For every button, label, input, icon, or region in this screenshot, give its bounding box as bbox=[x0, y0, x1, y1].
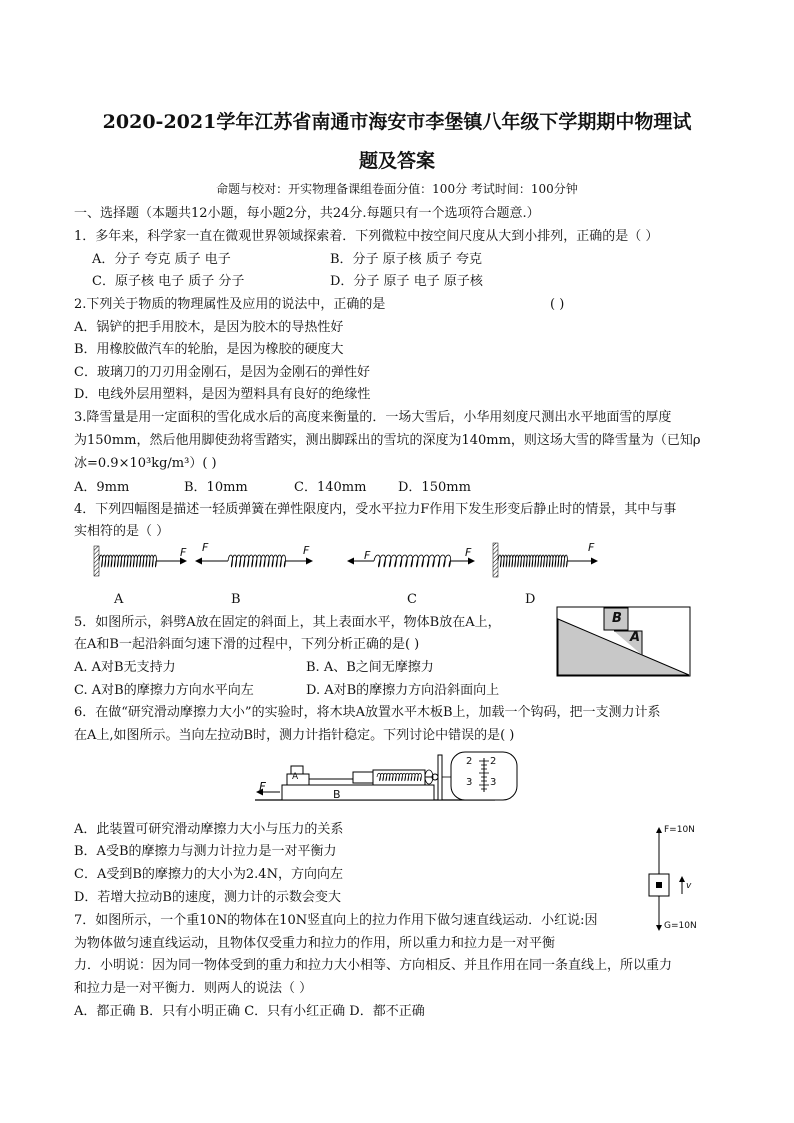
incline-figure bbox=[557, 607, 691, 677]
q5-line2: 在A和B一起沿斜面匀速下滑的过程中，下列分析正确的是( ) bbox=[74, 637, 420, 652]
friction-board-b-label: B bbox=[333, 788, 341, 801]
q3-option-d: D．150mm bbox=[398, 480, 471, 495]
friction-experiment-figure bbox=[255, 752, 520, 812]
q4-line2: 实相符的是（ ） bbox=[74, 524, 170, 539]
q6-line1: 6．在做“研究滑动摩擦力大小”的实验时，将木块A放置水平木板B上，加载一个钩码，把一支测力计系 bbox=[74, 705, 661, 720]
q5-option-b: B. A、B之间无摩擦力 bbox=[306, 660, 434, 675]
q3-option-a: A．9mm bbox=[74, 480, 130, 495]
spring-a-force-label: F bbox=[180, 546, 187, 559]
force-f-label: F=10N bbox=[664, 825, 695, 835]
q1-option-c: C．原子核 电子 质子 分子 bbox=[92, 274, 245, 289]
spring-label-c: C bbox=[407, 592, 417, 607]
spring-label-b: B bbox=[231, 592, 241, 607]
incline-label-a: A bbox=[630, 630, 641, 645]
q5-line1: 5．如图所示，斜劈A放在固定的斜面上，其上表面水平，物体B放在A上， bbox=[74, 615, 501, 630]
spring-b-force-left-label: F bbox=[202, 541, 209, 554]
page-subtitle: 命题与校对：开实物理备课组卷面分值：100分 考试时间：100分钟 bbox=[216, 182, 578, 196]
q7-line2: 为物体做匀速直线运动，且物体仅受重力和拉力的作用，所以重力和拉力是一对平衡 bbox=[74, 936, 556, 951]
section-heading: 一、选择题（本题共12小题，每小题2分，共24分.每题只有一个选项符合题意.） bbox=[74, 206, 540, 221]
scale-mark-3: 3 bbox=[466, 777, 473, 788]
spring-d-figure bbox=[493, 543, 597, 577]
q7-options: A．都正确 B．只有小明正确 C．只有小红正确 D．都不正确 bbox=[74, 1004, 425, 1019]
velocity-label: v bbox=[686, 881, 692, 891]
q2-option-d: D．电线外层用塑料，是因为塑料具有良好的绝缘性 bbox=[74, 387, 371, 402]
q2-paren: ( ) bbox=[550, 297, 565, 312]
q5-option-a: A. A对B无支持力 bbox=[74, 660, 176, 675]
spring-b-force-right-label: F bbox=[303, 544, 310, 557]
page-title-line1: 2020-2021学年江苏省南通市海安市李堡镇八年级下学期期中物理试 bbox=[102, 111, 692, 133]
q6-line2: 在A上,如图所示。当向左拉动B时，测力计指针稳定。下列讨论中错误的是( ) bbox=[74, 728, 515, 743]
q6-option-a: A．此装置可研究滑动摩擦力大小与压力的关系 bbox=[74, 822, 344, 837]
q1-option-a: A．分子 夸克 质子 电子 bbox=[92, 252, 231, 267]
q4-line1: 4．下列四幅图是描述一轻质弹簧在弹性限度内，受水平拉力F作用下发生形变后静止时的情景，其中与事 bbox=[74, 502, 677, 517]
q1-stem: 1．多年来，科学家一直在微观世界领域探索着．下列微粒中按空间尺度从大到小排列，正确的是（ ） bbox=[74, 229, 659, 244]
q7-line3: 力．小明说：因为同一物体受到的重力和拉力大小相等、方向相反、并且作用在同一条直线上，所以重力 bbox=[74, 958, 673, 973]
force-g-label: G=10N bbox=[664, 921, 697, 931]
spring-a-figure bbox=[94, 546, 186, 576]
q3-line3: 冰=0.9×10³kg/m³）( ) bbox=[74, 456, 217, 471]
page-title-line2: 题及答案 bbox=[358, 150, 435, 172]
scale-mark-2: 2 bbox=[466, 756, 473, 767]
q3-option-c: C．140mm bbox=[294, 480, 367, 495]
spring-label-d: D bbox=[525, 592, 536, 607]
friction-force-label: F bbox=[259, 780, 266, 794]
q7-line4: 和拉力是一对平衡力．则两人的说法（ ） bbox=[74, 981, 313, 996]
q2-option-c: C．玻璃刀的刀刃用金刚石，是因为金刚石的弹性好 bbox=[74, 365, 370, 380]
q6-option-b: B．A受B的摩擦力与测力计拉力是一对平衡力 bbox=[74, 844, 337, 859]
spring-b-figure bbox=[196, 555, 312, 567]
q2-stem: 2.下列关于物质的物理属性及应用的说法中，正确的是 bbox=[74, 297, 386, 312]
q5-option-d: D. A对B的摩擦力方向沿斜面向上 bbox=[306, 683, 500, 698]
q5-option-c: C. A对B的摩擦力方向水平向左 bbox=[74, 683, 254, 698]
q1-option-d: D．分子 原子 电子 原子核 bbox=[330, 274, 483, 289]
scale-mark-2-right: 2 bbox=[490, 756, 497, 767]
q3-line1: 3.降雪量是用一定面积的雪化成水后的高度来衡量的．一场大雪后，小华用刻度尺测出水平地面雪的厚度 bbox=[74, 410, 672, 425]
q6-option-d: D．若增大拉动B的速度，测力计的示数会变大 bbox=[74, 890, 341, 905]
incline-label-b: B bbox=[612, 611, 622, 626]
scale-mark-3-right: 3 bbox=[490, 777, 497, 788]
q7-line1: 7．如图所示，一个重10N的物体在10N竖直向上的拉力作用下做匀速直线运动．小红说:因 bbox=[74, 913, 598, 928]
q2-option-b: B．用橡胶做汽车的轮胎，是因为橡胶的硬度大 bbox=[74, 342, 344, 357]
q2-option-a: A．锅铲的把手用胶木，是因为胶木的导热性好 bbox=[74, 320, 344, 335]
q6-option-c: C．A受到B的摩擦力的大小为2.4N，方向向左 bbox=[74, 867, 343, 882]
q1-option-b: B．分子 原子核 质子 夸克 bbox=[330, 252, 482, 267]
friction-block-a-label: A bbox=[292, 772, 299, 782]
spring-c-force-right-label: F bbox=[465, 546, 472, 559]
q3-line2: 为150mm，然后他用脚使劲将雪踏实，测出脚踩出的雪坑的深度为140mm，则这场大雪的降雪量为（已知ρ bbox=[74, 433, 701, 448]
spring-d-force-label: F bbox=[588, 541, 595, 554]
spring-label-a: A bbox=[114, 592, 124, 607]
spring-c-force-left-label: F bbox=[364, 549, 371, 562]
q3-option-b: B．10mm bbox=[184, 480, 248, 495]
